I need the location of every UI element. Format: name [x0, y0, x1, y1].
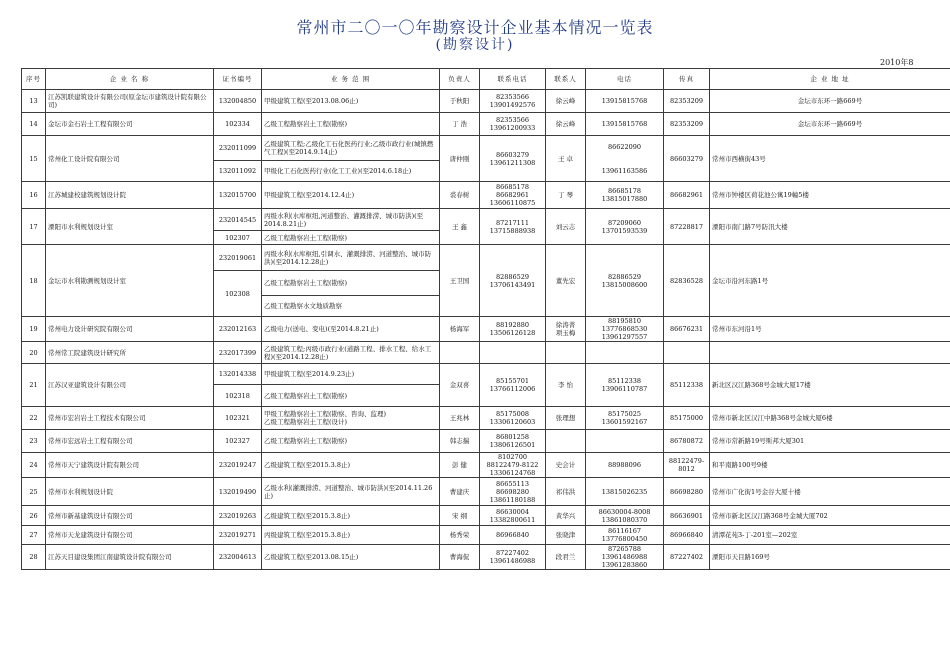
document-subtitle: (勘察设计) — [435, 37, 515, 53]
header-phone: 电话 — [586, 69, 664, 90]
row-contact-phone: 82886529 13706143491 — [480, 245, 546, 317]
row-cert-no: 102334 — [214, 113, 262, 136]
row-business-scope: 丙级水利(水库枢纽,引调水、灌溉排涝、河道整治、城市防洪)(至2014.12.28止) — [262, 245, 440, 271]
row-cert-no: 132019490 — [214, 478, 262, 506]
table-row — [22, 342, 950, 364]
row-company-name: 江苏天目建设集团江南建筑设计院有限公司 — [46, 545, 214, 570]
row-person-in-charge: 于秋阳 — [440, 90, 480, 113]
row-serial: 20 — [22, 342, 46, 364]
row-address: 常州市广化街1号金谷大厦十楼 — [710, 478, 950, 506]
row-serial: 16 — [22, 182, 46, 209]
row-serial: 18 — [22, 245, 46, 317]
table-row — [22, 407, 950, 430]
row-fax: 88122479- 8012 — [664, 453, 710, 478]
row-address — [710, 342, 950, 364]
row-phone: 13815026235 — [586, 478, 664, 506]
row-contact-person: 董先宏 — [546, 245, 586, 317]
header-business-scope: 业 务 范 围 — [262, 69, 440, 90]
document-title: 常州市二〇一〇年勘察设计企业基本情况一览表 — [296, 18, 654, 37]
header-contact-person: 联系人 — [546, 69, 586, 90]
row-contact-person: 李 怡 — [546, 364, 586, 407]
row-cert-no: 102307 — [214, 231, 262, 245]
row-cert-no: 232019247 — [214, 453, 262, 478]
row-person-in-charge: 韩志揣 — [440, 430, 480, 453]
row-serial: 24 — [22, 453, 46, 478]
row-serial: 27 — [22, 526, 46, 545]
row-cert-no: 232019263 — [214, 506, 262, 526]
row-fax: 87228817 — [664, 209, 710, 245]
header-cert-no: 证书编号 — [214, 69, 262, 90]
table-row — [22, 478, 950, 506]
row-address: 金坛市东环一路669号 — [710, 113, 950, 136]
row-phone: 86622090 13961163586 — [586, 136, 664, 182]
row-address: 金坛市沿河东路1号 — [710, 245, 950, 317]
header-address: 企 业 地 址 — [710, 69, 950, 90]
table-row — [22, 90, 950, 113]
row-company-name: 常州市水利规划设计院 — [46, 478, 214, 506]
row-phone: 86116167 13776800450 — [586, 526, 664, 545]
table-header-row — [22, 69, 950, 90]
row-phone: 87265788 13961486988 13961283860 — [586, 545, 664, 570]
table-row — [22, 364, 950, 385]
row-person-in-charge: 王兆林 — [440, 407, 480, 430]
row-contact-person: 徐云峰 — [546, 90, 586, 113]
document-date: 2010年8 — [880, 58, 914, 67]
row-phone — [586, 430, 664, 453]
row-business-scope: 丙级建筑工程(至2015.3.8止) — [262, 526, 440, 545]
row-business-scope: 乙级工程勘察岩土工程(勘察) — [262, 271, 440, 296]
row-company-name: 常州常工院建筑设计研究所 — [46, 342, 214, 364]
row-contact-person: 张晓津 — [546, 526, 586, 545]
row-business-scope: 乙级电力(送电、变电)(至2014.8.21止) — [262, 317, 440, 342]
row-business-scope: 乙级建筑工程;丙级市政行业(道路工程、排水工程、给水工程)(至2014.12.28止) — [262, 342, 440, 364]
row-phone: 86685178 13815017880 — [586, 182, 664, 209]
row-address: 新北区汉江路368号金城大厦17楼 — [710, 364, 950, 407]
row-address: 常州市新北区汉江中路368号金城大厦6楼 — [710, 407, 950, 430]
row-cert-no: 102327 — [214, 430, 262, 453]
row-serial: 25 — [22, 478, 46, 506]
header-person-in-charge: 负责人 — [440, 69, 480, 90]
row-business-scope: 乙级建筑工程(至2013.08.15止) — [262, 545, 440, 570]
row-company-name: 金坛市水利勘测规划设计室 — [46, 245, 214, 317]
row-fax: 86676231 — [664, 317, 710, 342]
row-person-in-charge: 王 鑫 — [440, 209, 480, 245]
row-cert-no: 132011092 — [214, 161, 262, 182]
row-business-scope: 乙级建筑工程(至2015.3.8止) — [262, 453, 440, 478]
row-contact-phone: 8102700 88122479-8122 13306124768 — [480, 453, 546, 478]
row-phone: 13915815768 — [586, 90, 664, 113]
row-person-in-charge: 丁 浩 — [440, 113, 480, 136]
row-address: 金坛市东环一路669号 — [710, 90, 950, 113]
row-serial: 15 — [22, 136, 46, 182]
row-contact-phone: 82353566 13961200933 — [480, 113, 546, 136]
header-contact-phone: 联系电话 — [480, 69, 546, 90]
row-contact-person: 徐涛菁 项玉梅 — [546, 317, 586, 342]
row-contact-phone: 86655113 86698280 13861180188 — [480, 478, 546, 506]
row-cert-no: 232011099 — [214, 136, 262, 161]
table-row — [22, 526, 950, 545]
row-serial: 14 — [22, 113, 46, 136]
row-fax: 85175000 — [664, 407, 710, 430]
row-person-in-charge: 曹海侃 — [440, 545, 480, 570]
row-phone: 85175025 13601592167 — [586, 407, 664, 430]
row-fax: 87227402 — [664, 545, 710, 570]
row-cert-no: 232004613 — [214, 545, 262, 570]
row-contact-phone: 87217111 13715888938 — [480, 209, 546, 245]
row-company-name: 江苏汉亚建筑设计有限公司 — [46, 364, 214, 407]
row-company-name: 溧阳市水利规划设计室 — [46, 209, 214, 245]
row-contact-person: 徐云峰 — [546, 113, 586, 136]
table-body — [22, 90, 950, 570]
row-cert-no: 132014338 — [214, 364, 262, 385]
table-row — [22, 136, 950, 161]
table-row — [22, 506, 950, 526]
row-contact-phone: 86685178 86682961 13606110875 — [480, 182, 546, 209]
row-fax: 86682961 — [664, 182, 710, 209]
row-phone: 13915815768 — [586, 113, 664, 136]
row-cert-no: 102308 — [214, 271, 262, 317]
row-company-name: 常州市宏远岩土工程有限公司 — [46, 430, 214, 453]
row-contact-phone: 88192880 13506126128 — [480, 317, 546, 342]
row-serial: 22 — [22, 407, 46, 430]
row-company-name: 常州电力设计研究院有限公司 — [46, 317, 214, 342]
row-business-scope: 乙级水利(灌溉排涝、河道整治、城市防洪)(至2014.11.26止) — [262, 478, 440, 506]
row-fax: 86636901 — [664, 506, 710, 526]
table-row — [22, 182, 950, 209]
table-row — [22, 245, 950, 271]
row-contact-person: 丁 琴 — [546, 182, 586, 209]
row-serial: 17 — [22, 209, 46, 245]
row-serial: 13 — [22, 90, 46, 113]
row-fax — [664, 342, 710, 364]
row-company-name: 常州化工设计院有限公司 — [46, 136, 214, 182]
row-fax: 86698280 — [664, 478, 710, 506]
row-person-in-charge: 金双喜 — [440, 364, 480, 407]
row-serial: 19 — [22, 317, 46, 342]
row-serial: 23 — [22, 430, 46, 453]
row-person-in-charge: 王卫国 — [440, 245, 480, 317]
row-cert-no: 132015700 — [214, 182, 262, 209]
row-company-name: 金坛市金石岩土工程有限公司 — [46, 113, 214, 136]
row-fax: 82836528 — [664, 245, 710, 317]
row-person-in-charge: 彭 健 — [440, 453, 480, 478]
row-business-scope: 丙级水利(水库枢纽,河道整治、灌溉排涝、城市防洪)(至2014.8.21止) — [262, 209, 440, 231]
row-contact-phone: 85155701 13766112006 — [480, 364, 546, 407]
row-business-scope: 乙级建筑工程;乙级化工石化医药行业;乙级市政行业(城镇燃气工程)(至2014.9.14止) — [262, 136, 440, 161]
row-business-scope: 乙级工程勘察岩土工程(勘察) — [262, 430, 440, 453]
table-row — [22, 317, 950, 342]
row-business-scope: 乙级工程勘察水文地质勘察 — [262, 296, 440, 317]
table-row — [22, 430, 950, 453]
row-phone: 86630004-8008 13861080370 — [586, 506, 664, 526]
row-business-scope: 乙级建筑工程(至2015.3.8止) — [262, 506, 440, 526]
row-business-scope: 乙级工程勘察岩土工程(勘察) — [262, 385, 440, 407]
row-business-scope: 乙级工程勘察岩土工程(勘察) — [262, 231, 440, 245]
row-phone — [586, 342, 664, 364]
row-contact-phone: 86966840 — [480, 526, 546, 545]
row-cert-no: 102318 — [214, 385, 262, 407]
row-person-in-charge: 曹建庆 — [440, 478, 480, 506]
row-phone: 85112338 13906110787 — [586, 364, 664, 407]
row-contact-phone: 86630004 13382800611 — [480, 506, 546, 526]
row-contact-phone: 85175008 13306120603 — [480, 407, 546, 430]
row-cert-no: 132004850 — [214, 90, 262, 113]
row-company-name: 江苏凯联建筑设计有限公司(原金坛市建筑设计院有限公司) — [46, 90, 214, 113]
row-contact-phone: 87227402 13961486988 — [480, 545, 546, 570]
row-serial: 26 — [22, 506, 46, 526]
row-serial: 28 — [22, 545, 46, 570]
row-serial: 21 — [22, 364, 46, 407]
row-contact-person: 刘云志 — [546, 209, 586, 245]
row-company-name: 常州市新基建筑设计有限公司 — [46, 506, 214, 526]
row-business-scope: 甲级建筑工程(至2014.12.4止) — [262, 182, 440, 209]
row-person-in-charge: 唐仲刚 — [440, 136, 480, 182]
row-company-name: 常州市天宁建筑设计院有限公司 — [46, 453, 214, 478]
row-address: 溧阳市天目路169号 — [710, 545, 950, 570]
row-address: 清潭花苑3-丁-201室—202室 — [710, 526, 950, 545]
row-business-scope: 甲级建筑工程(至2013.08.06止) — [262, 90, 440, 113]
header-serial: 序号 — [22, 69, 46, 90]
row-address: 常州市西横街43号 — [710, 136, 950, 182]
row-contact-person: 黄华兴 — [546, 506, 586, 526]
row-cert-no: 102321 — [214, 407, 262, 430]
table-row — [22, 113, 950, 136]
row-address: 溧阳市南门路7号防汛大楼 — [710, 209, 950, 245]
table-row — [22, 545, 950, 570]
row-address: 常州市钟楼区荷花池公寓19幢5楼 — [710, 182, 950, 209]
row-business-scope: 甲级化工石化医药行业(化工工业)(至2014.6.18止) — [262, 161, 440, 182]
row-phone: 88988096 — [586, 453, 664, 478]
row-fax: 82353209 — [664, 90, 710, 113]
row-address: 和平南路100号9楼 — [710, 453, 950, 478]
row-fax: 86780872 — [664, 430, 710, 453]
row-contact-phone: 82353566 13901492576 — [480, 90, 546, 113]
row-address: 常州市新北区汉江路368号金城大厦702 — [710, 506, 950, 526]
row-company-name: 常州市天龙建筑设计有限公司 — [46, 526, 214, 545]
row-person-in-charge: 杨海军 — [440, 317, 480, 342]
row-fax: 86603279 — [664, 136, 710, 182]
row-business-scope: 乙级工程勘察岩土工程(勘察) — [262, 113, 440, 136]
row-phone: 82886529 13815008600 — [586, 245, 664, 317]
row-contact-person: 王 卓 — [546, 136, 586, 182]
row-contact-person: 张理想 — [546, 407, 586, 430]
row-contact-person — [546, 342, 586, 364]
row-person-in-charge: 宋 纲 — [440, 506, 480, 526]
table-row — [22, 209, 950, 231]
row-cert-no: 232017399 — [214, 342, 262, 364]
row-cert-no: 232012163 — [214, 317, 262, 342]
row-company-name: 常州市宏岩岩土工程技术有限公司 — [46, 407, 214, 430]
row-phone: 88195810 13776868530 13961297557 — [586, 317, 664, 342]
row-company-name: 江苏城建校建筑规划设计院 — [46, 182, 214, 209]
row-contact-person: 祁伟洪 — [546, 478, 586, 506]
row-address: 常州市东河沿1号 — [710, 317, 950, 342]
row-contact-person: 段君兰 — [546, 545, 586, 570]
row-contact-person: 史会计 — [546, 453, 586, 478]
row-business-scope: 甲级工程勘察岩土工程(勘察、咨询、监理) 乙级工程勘察岩土工程(设计) — [262, 407, 440, 430]
row-address: 常州市常新路19号斯邦大厦301 — [710, 430, 950, 453]
row-cert-no: 232014545 — [214, 209, 262, 231]
row-fax: 86966840 — [664, 526, 710, 545]
row-phone: 87209060 13701593539 — [586, 209, 664, 245]
row-fax: 85112338 — [664, 364, 710, 407]
row-cert-no: 232019061 — [214, 245, 262, 271]
header-fax: 传真 — [664, 69, 710, 90]
row-business-scope: 甲级建筑工程(至2014.9.23止) — [262, 364, 440, 385]
header-company-name: 企 业 名 称 — [46, 69, 214, 90]
row-contact-person — [546, 430, 586, 453]
table-row — [22, 453, 950, 478]
row-fax: 82353209 — [664, 113, 710, 136]
row-person-in-charge: 杨秀荣 — [440, 526, 480, 545]
row-cert-no: 232019271 — [214, 526, 262, 545]
row-person-in-charge: 裘春树 — [440, 182, 480, 209]
row-contact-phone: 86603279 13961211308 — [480, 136, 546, 182]
row-contact-phone: 86801258 13806126501 — [480, 430, 546, 453]
row-person-in-charge — [440, 342, 480, 364]
row-contact-phone — [480, 342, 546, 364]
enterprise-table — [21, 68, 950, 570]
